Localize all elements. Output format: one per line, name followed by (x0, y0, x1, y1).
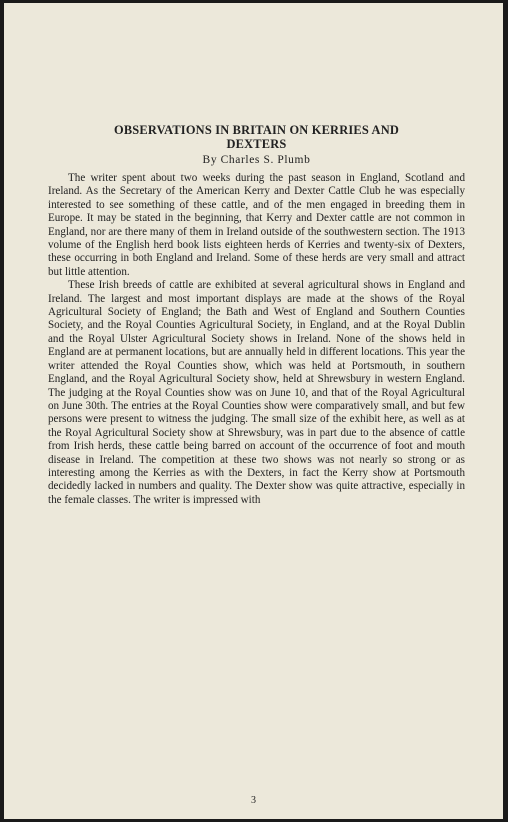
article-title: OBSERVATIONS IN BRITAIN ON KERRIES AND DEXTERS (114, 123, 399, 151)
article-byline: By Charles S. Plumb (202, 154, 311, 166)
paragraph: These Irish breeds of cattle are exhibited at several agricultural shows in England and Ireland. The largest and most important displays are made at the shows of the Royal Agricultural Society of England; the Bath and West of England and Southern Counties Society, and the Royal Counties Agricultural Society, in England, and at the Royal Dublin and the Royal Ulster Agricultural Society shows in Ireland. None of the shows held in England are at permanent locations, but are annually held in different locations. This year the writer attended the Royal Counties show, which was held at Portsmouth, in southern England, and the Royal Agricultural Society show, held at Shrewsbury in western England. The judging at the Royal Counties show was on June 10, and that of the Royal Agricultural on June 30th. The entries at the Royal Counties show were comparatively small, and but few persons were present to witness the judging. The small size of the exhibit here, as well as at the Royal Agricultural Society show at Shrewsbury, was in part due to the absence of cattle from Irish herds, these cattle being barred on account of the occurrence of foot and mouth disease in Ireland. The competition at these two shows was not nearly so strong or as interesting among the Kerries as with the Dexters, in fact the Kerry show at Portsmouth decidedly lacked in numbers and quality. The Dexter show was quite attractive, especially in the female classes. The writer is impressed with (48, 279, 465, 506)
paragraph: The writer spent about two weeks during the past season in England, Scotland and Ireland. As the Secretary of the American Kerry and Dexter Cattle Club he was especially interested to see something of these cattle, and of the men engaged in breeding them in Europe. It may be stated in the beginning, that Kerry and Dexter cattle are not common in England, nor are there many of them in Ireland outside of the southwestern section. The 1913 volume of the English herd book lists eighteen herds of Kerries and twenty-six of Dexters, these occurring in both England and Ireland. Some of these herds are very small and attract but little attention. (48, 172, 465, 278)
page-number: 3 (251, 795, 256, 806)
document-page (4, 3, 503, 819)
article-body (48, 172, 465, 507)
